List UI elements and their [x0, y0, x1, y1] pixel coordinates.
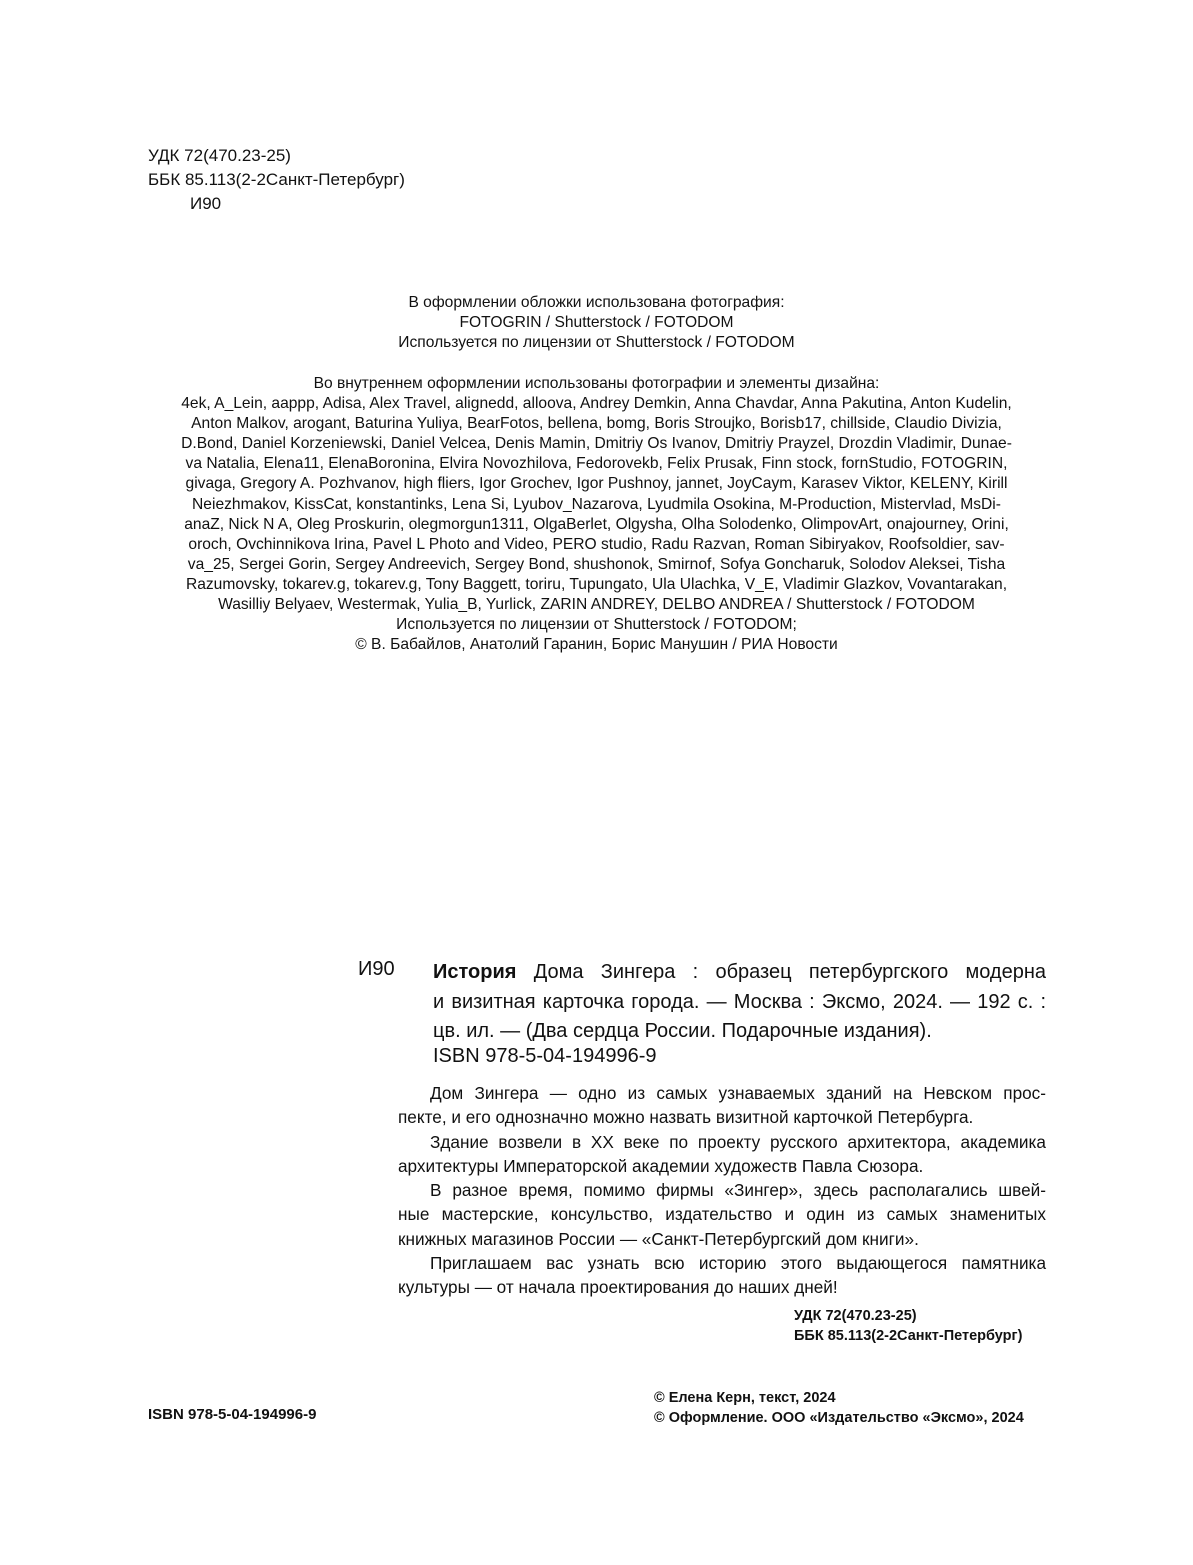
- classification-block: [148, 144, 405, 216]
- interior-credit-line: anaZ, Nick N A, Oleg Proskurin, olegmorgun1311, OlgaBerlet, Olgysha, Olha Solodenko, OlimpovArt, onajourney, Orini,: [184, 515, 1009, 533]
- interior-credit-line: Anton Malkov, arogant, Baturina Yuliya, BearFotos, bellena, bomg, Boris Stroujko, Borisb17, chillside, Claudio Divizia,: [191, 415, 1002, 433]
- description-line: Здание возвели в XX веке по проекту русского архитектора, академика: [430, 1131, 1046, 1152]
- interior-credits: [148, 374, 1045, 655]
- copyright-block: [654, 1388, 1024, 1428]
- copyright-line: © Оформление. ООО «Издательство «Эксмо», 2024: [654, 1410, 1024, 1426]
- bibliographic-line: и визитная карточка города. — Москва : Эксмо, 2024. — 192 с. :: [433, 990, 1046, 1013]
- bibliographic-line: цв. ил. — (Два сердца России. Подарочные издания).: [433, 1020, 932, 1042]
- book-description: [398, 1081, 1046, 1300]
- cover-credit-line: FOTOGRIN / Shutterstock / FOTODOM: [459, 314, 734, 332]
- isbn-annotation: ISBN 978-5-04-194996-9: [433, 1045, 657, 1067]
- interior-credit-line: oroch, Ovchinnikova Irina, Pavel L Photo and Video, PERO studio, Radu Razvan, Roman Sibiryakov, Roofsoldier, sav-: [188, 535, 1005, 553]
- interior-credit-line: Во внутреннем оформлении использованы фотографии и элементы дизайна:: [313, 375, 880, 392]
- description-line: В разное время, помимо фирмы «Зингер», здесь располагались швей-: [430, 1180, 1046, 1201]
- author-mark: И90: [190, 194, 222, 213]
- description-line: культуры — от начала проектирования до наших дней!: [398, 1277, 838, 1298]
- udk-code: УДК 72(470.23-25): [148, 146, 291, 165]
- cover-credit-line: Используется по лицензии от Shutterstock / FOTODOM: [398, 334, 795, 352]
- description-line: архитектуры Императорской академии художеств Павла Сюзора.: [398, 1155, 924, 1176]
- bibliographic-description: [433, 958, 1046, 1047]
- cover-credits: [148, 293, 1045, 353]
- bbk-code: ББК 85.113(2-2Санкт-Петербург): [148, 170, 405, 189]
- description-line: пекте, и его однозначно можно назвать визитной карточкой Петербурга.: [398, 1107, 974, 1128]
- classification-repeat: [794, 1306, 1022, 1346]
- title-rest: Дома Зингера : образец петербургского модерна: [516, 961, 1046, 983]
- description-line: ные мастерские, консульство, издательство и один из самых знаменитых: [398, 1204, 1046, 1225]
- interior-credit-line: D.Bond, Daniel Korzeniewski, Daniel Velcea, Denis Mamin, Dmitriy Os Ivanov, Dmitriy Prayzel, Drozdin Vladimir, Dunae-: [181, 435, 1012, 453]
- description-line: Дом Зингера — одно из самых узнаваемых зданий на Невском прос-: [430, 1083, 1046, 1103]
- copyright-line: © Елена Керн, текст, 2024: [654, 1390, 836, 1406]
- interior-credit-line: © В. Бабайлов, Анатолий Гаранин, Борис Манушин / РИА Новости: [355, 636, 838, 654]
- description-line: Приглашаем вас узнать всю историю этого выдающегося памятника: [430, 1253, 1046, 1274]
- description-line: книжных магазинов России — «Санкт-Петербургский дом книги».: [398, 1228, 919, 1249]
- bbk-code-bold: ББК 85.113(2-2Санкт-Петербург): [794, 1328, 1023, 1344]
- interior-credit-line: va Natalia, Elena11, ElenaBoronina, Elvira Novozhilova, Fedorovekb, Felix Prusak, Finn stock, fornStudio, FOTOGRIN,: [185, 455, 1008, 473]
- annotation-code: И90: [358, 958, 395, 980]
- cover-credit-line: В оформлении обложки использована фотография:: [408, 294, 785, 311]
- interior-credit-line: Razumovsky, tokarev.g, tokarev.g, Tony Baggett, toriru, Tupungato, Ula Ulachka, V_E, Vladimir Glazkov, Vovantarakan,: [185, 575, 1008, 593]
- interior-credit-line: Используется по лицензии от Shutterstock / FOTODOM;: [396, 616, 797, 634]
- interior-credit-line: givaga, Gregory A. Pozhvanov, high fliers, Igor Grochev, Igor Pushnoy, jannet, JoyCaym, Karasev Viktor, KELENY, Kirill: [185, 475, 1008, 493]
- isbn-bottom: ISBN 978-5-04-194996-9: [148, 1406, 317, 1423]
- interior-credit-line: 4ek, A_Lein, aappp, Adisa, Alex Travel, alignedd, alloova, Andrey Demkin, Anna Chavdar, Anna Pakutina, Anton Kudelin,: [181, 395, 1012, 413]
- bibliographic-line: [433, 958, 1046, 988]
- book-title: История: [433, 961, 517, 983]
- udk-code-bold: УДК 72(470.23-25): [794, 1308, 917, 1324]
- interior-credit-line: Neiezhmakov, KissCat, konstantinks, Lena Si, Lyubov_Nazarova, Lyudmila Osokina, M-Production, Mistervlad, MsDi-: [192, 495, 1001, 513]
- interior-credit-line: va_25, Sergei Gorin, Sergey Andreevich, Sergey Bond, shushonok, Smirnof, Sofya Goncharuk, Solodov Aleksei, Tisha: [187, 555, 1006, 573]
- interior-credit-line: Wasilliy Belyaev, Westermak, Yulia_B, Yurlick, ZARIN ANDREY, DELBO ANDREA / Shutterstock / FOTODOM: [218, 596, 975, 614]
